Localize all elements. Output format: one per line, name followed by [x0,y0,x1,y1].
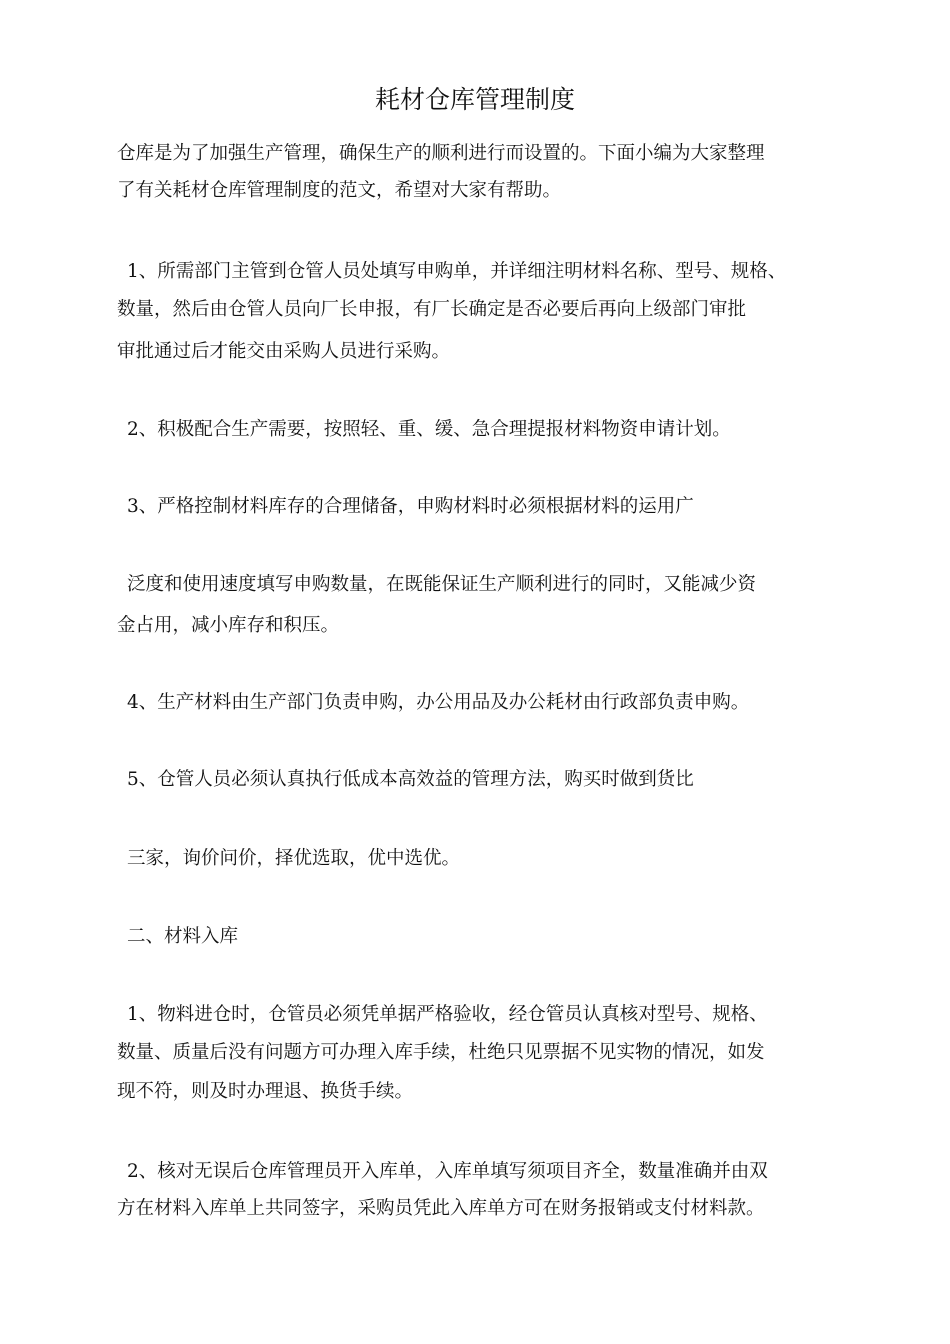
paragraph-line: 5、仓管人员必须认真执行低成本高效益的管理方法，购买时做到货比 [127,769,694,790]
intro-line-1: 仓库是为了加强生产管理，确保生产的顺利进行而设置的。下面小编为大家整理 [117,143,765,164]
paragraph-line: 三家，询价问价，择优选取，优中选优。 [127,848,461,869]
document-title: 耗材仓库管理制度 [374,85,575,114]
paragraph-line: 2、积极配合生产需要，按照轻、重、缓、急合理提报材料物资申请计划。 [127,419,731,440]
intro-line-2: 了有关耗材仓库管理制度的范文，希望对大家有帮助。 [117,180,562,201]
paragraph-line: 金占用，减小库存和积压。 [117,615,340,636]
paragraph-line: 数量，然后由仓管人员向厂长申报，有厂长确定是否必要后再向上级部门审批 [117,299,747,320]
paragraph-line: 2、核对无误后仓库管理员开入库单，入库单填写须项目齐全，数量准确并由双 [127,1161,768,1182]
paragraph-line: 泛度和使用速度填写申购数量，在既能保证生产顺利进行的同时，又能减少资 [127,574,757,595]
paragraph-line: 现不符，则及时办理退、换货手续。 [117,1081,414,1102]
paragraph-line: 1、所需部门主管到仓管人员处填写申购单，并详细注明材料名称、型号、规格、 [127,261,787,282]
paragraph-line: 3、严格控制材料库存的合理储备，申购材料时必须根据材料的运用广 [127,496,694,517]
paragraph-line: 数量、质量后没有问题方可办理入库手续，杜绝只见票据不见实物的情况，如发 [117,1042,765,1063]
paragraph-line: 4、生产材料由生产部门负责申购，办公用品及办公耗材由行政部负责申购。 [127,692,750,713]
paragraph-line: 审批通过后才能交由采购人员进行采购。 [117,341,451,362]
section-heading: 二、材料入库 [127,926,239,947]
paragraph-line: 1、物料进仓时，仓管员必须凭单据严格验收，经仓管员认真核对型号、规格、 [127,1004,768,1025]
paragraph-line: 方在材料入库单上共同签字，采购员凭此入库单方可在财务报销或支付材料款。 [117,1198,765,1219]
